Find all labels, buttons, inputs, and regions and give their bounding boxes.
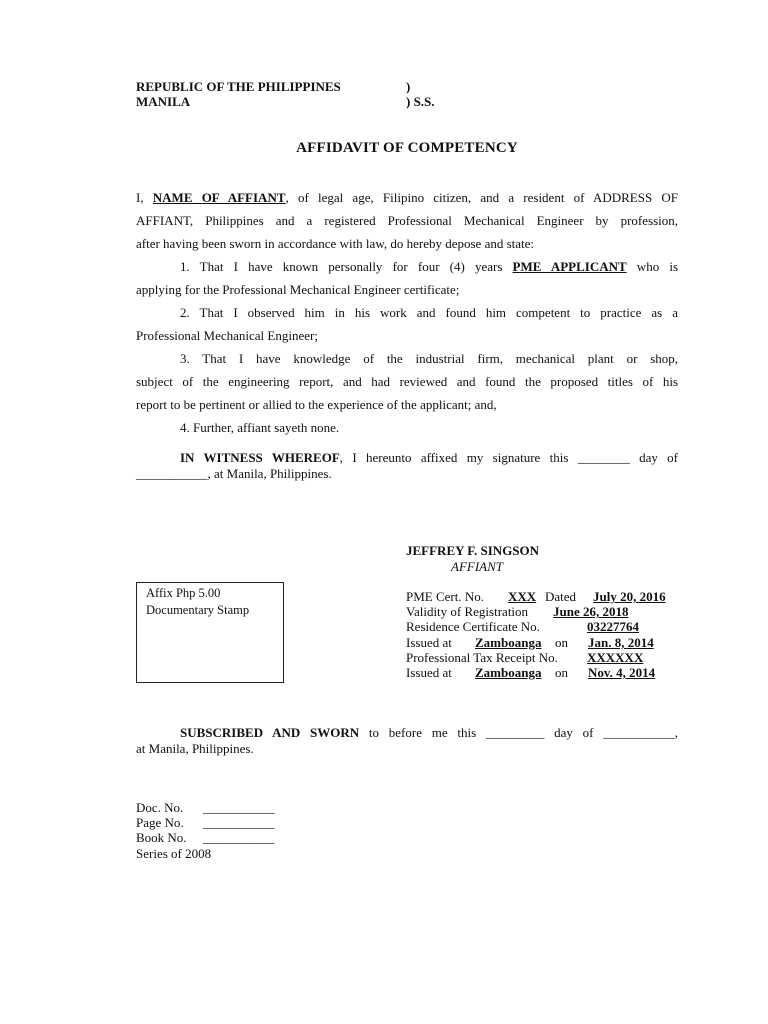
item-3-line-3: report to be pertinent or allied to the experience of the applicant; and, (136, 397, 497, 412)
intro-line-3: after having been sworn in accordance with law, do hereby depose and state: (136, 236, 535, 251)
residence-label: Residence Certificate No. (406, 619, 540, 634)
document-title: AFFIDAVIT OF COMPETENCY (296, 140, 518, 156)
numbered-items (136, 255, 678, 439)
witness-paragraph (136, 450, 678, 482)
issued-2-place: Zamboanga (475, 665, 542, 680)
dated-value: July 20, 2016 (593, 589, 666, 604)
doc-no-label: Doc. No. (136, 800, 184, 815)
subscribed-paragraph (136, 725, 678, 757)
page-no-label: Page No. (136, 815, 184, 830)
stamp-line-2: Documentary Stamp (146, 603, 250, 617)
item-1-line-2: applying for the Professional Mechanical Engineer certificate; (136, 282, 460, 297)
ptr-label: Professional Tax Receipt No. (406, 650, 558, 665)
intro-prefix: I, (136, 190, 153, 205)
issued-2-on: on (555, 665, 568, 680)
book-no-label: Book No. (136, 830, 187, 845)
item-3-line-1: 3. That I have knowledge of the industrial firm, mechanical plant or shop, (180, 351, 678, 366)
witness-line-1 (136, 450, 678, 466)
residence-value: 03227764 (587, 619, 639, 634)
item-1-line-1 (136, 255, 678, 278)
issued-1-on: on (555, 635, 568, 650)
book-no-blank: ___________ (203, 830, 275, 845)
witness-line-2: ___________, at Manila, Philippines. (136, 466, 332, 481)
dated-label: Dated (545, 589, 577, 604)
issued-2-label: Issued at (406, 665, 452, 680)
issued-2-date: Nov. 4, 2014 (588, 665, 656, 680)
subscribed-bold: SUBSCRIBED AND SWORN (180, 725, 360, 740)
issued-1-place: Zamboanga (475, 635, 542, 650)
header-paren: ) (406, 79, 411, 94)
validity-value: June 26, 2018 (553, 604, 629, 619)
documentary-stamp-box (136, 582, 284, 683)
intro-line-1-rest: , of legal age, Filipino citizen, and a resident of ADDRESS OF (285, 190, 678, 205)
issued-1-label: Issued at (406, 635, 452, 650)
witness-rest: , I hereunto affixed my signature this ________ day of (339, 450, 679, 465)
ptr-value: XXXXXX (587, 650, 644, 665)
subscribed-line-2: at Manila, Philippines. (136, 741, 254, 756)
item-3-line-2: subject of the engineering report, and had reviewed and found the proposed titles of his (136, 374, 678, 389)
pme-cert-value: XXX (508, 589, 537, 604)
intro-line-1 (136, 186, 678, 209)
signatory-role: AFFIANT (451, 559, 503, 574)
item-1-text-b: who is (626, 259, 679, 274)
subscribed-rest: to before me this _________ day of ___________, (359, 725, 678, 740)
intro-paragraph (136, 186, 678, 255)
witness-bold: IN WITNESS WHEREOF (180, 450, 340, 465)
doc-no-blank: ___________ (203, 800, 275, 815)
stamp-line-1: Affix Php 5.00 (146, 586, 221, 600)
signatory-name: JEFFREY F. SINGSON (406, 543, 540, 558)
pme-applicant-placeholder: PME APPLICANT (512, 259, 627, 274)
header-ss: ) S.S. (406, 94, 435, 109)
item-1-text-a: 1. That I have known personally for four (4) years (180, 259, 513, 274)
item-2-line-2: Professional Mechanical Engineer; (136, 328, 318, 343)
validity-label: Validity of Registration (406, 604, 529, 619)
header-manila: MANILA (136, 94, 191, 109)
affiant-name-placeholder: NAME OF AFFIANT (152, 190, 286, 205)
subscribed-line-1 (136, 725, 678, 741)
series-label: Series of 2008 (136, 846, 212, 861)
header-republic: REPUBLIC OF THE PHILIPPINES (136, 79, 341, 94)
page-no-blank: ___________ (203, 815, 275, 830)
pme-cert-label: PME Cert. No. (406, 589, 484, 604)
intro-line-2: AFFIANT, Philippines and a registered Professional Mechanical Engineer by profession, (136, 213, 678, 228)
item-2-line-1: 2. That I observed him in his work and found him competent to practice as a (180, 305, 678, 320)
item-4-line: 4. Further, affiant sayeth none. (180, 420, 340, 435)
issued-1-date: Jan. 8, 2014 (588, 635, 654, 650)
